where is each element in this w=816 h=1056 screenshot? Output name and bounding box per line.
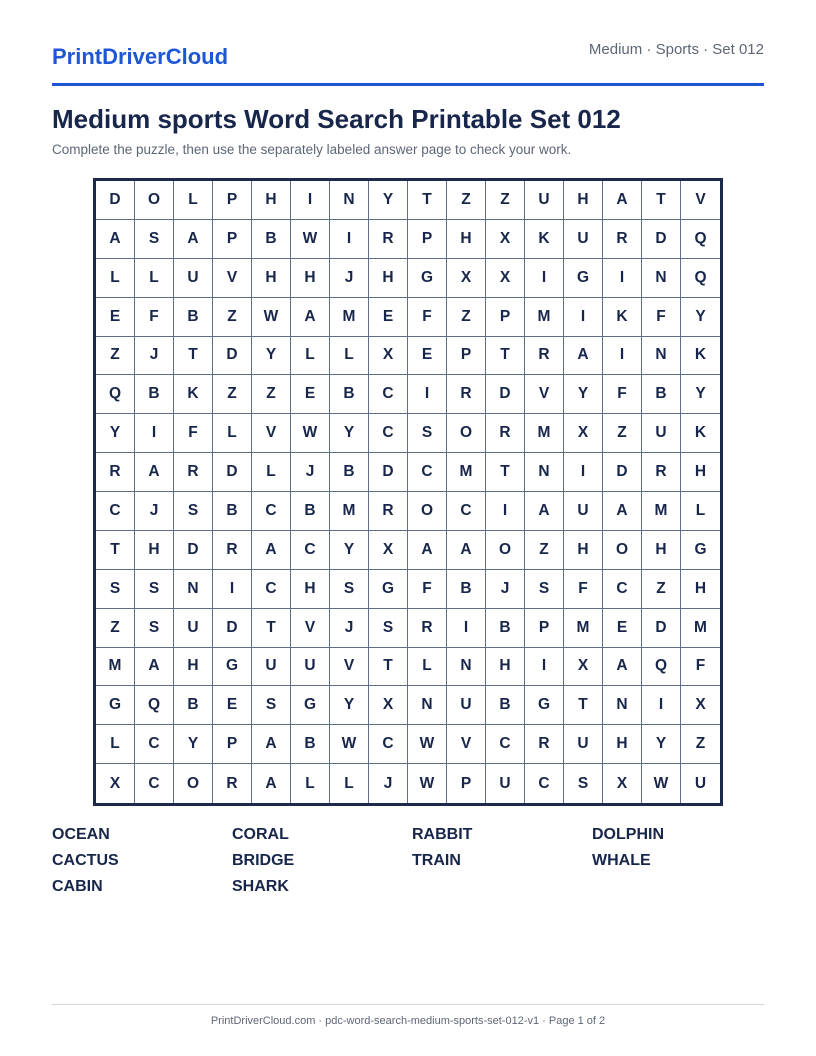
grid-cell: L bbox=[96, 725, 135, 764]
grid-cell: T bbox=[486, 453, 525, 492]
grid-cell: C bbox=[135, 725, 174, 764]
grid-cell: C bbox=[603, 570, 642, 609]
grid-cell: H bbox=[564, 531, 603, 570]
grid-cell: X bbox=[369, 531, 408, 570]
grid-cell: V bbox=[252, 414, 291, 453]
grid-cell: Z bbox=[96, 337, 135, 376]
page-header bbox=[52, 38, 764, 86]
grid-cell: R bbox=[213, 531, 252, 570]
grid-cell: R bbox=[369, 492, 408, 531]
grid-cell: P bbox=[408, 220, 447, 259]
grid-cell: D bbox=[642, 609, 681, 648]
grid-cell: P bbox=[447, 764, 486, 803]
grid-cell: U bbox=[486, 764, 525, 803]
grid-cell: M bbox=[330, 492, 369, 531]
grid-cell: R bbox=[447, 375, 486, 414]
grid-cell: J bbox=[330, 259, 369, 298]
grid-cell: A bbox=[603, 181, 642, 220]
grid-cell: T bbox=[642, 181, 681, 220]
word-list-item: OCEAN bbox=[52, 826, 110, 843]
grid-cell: R bbox=[408, 609, 447, 648]
grid-cell: J bbox=[135, 337, 174, 376]
grid-cell: B bbox=[135, 375, 174, 414]
grid-cell: Z bbox=[252, 375, 291, 414]
grid-cell: I bbox=[213, 570, 252, 609]
grid-cell: Y bbox=[330, 414, 369, 453]
grid-cell: K bbox=[174, 375, 213, 414]
grid-cell: L bbox=[252, 453, 291, 492]
grid-cell: A bbox=[603, 492, 642, 531]
grid-cell: R bbox=[525, 337, 564, 376]
grid-cell: W bbox=[252, 298, 291, 337]
grid-cell: X bbox=[486, 220, 525, 259]
grid-cell: E bbox=[369, 298, 408, 337]
grid-cell: U bbox=[564, 725, 603, 764]
grid-cell: J bbox=[291, 453, 330, 492]
page-title: Medium sports Word Search Printable Set 012 bbox=[52, 104, 621, 134]
word-list-item: CORAL bbox=[232, 826, 289, 843]
grid-cell: P bbox=[213, 220, 252, 259]
grid-cell: S bbox=[96, 570, 135, 609]
grid-cell: C bbox=[525, 764, 564, 803]
grid-cell: P bbox=[486, 298, 525, 337]
grid-cell: H bbox=[135, 531, 174, 570]
grid-cell: E bbox=[96, 298, 135, 337]
grid-cell: G bbox=[681, 531, 720, 570]
grid-cell: G bbox=[525, 686, 564, 725]
grid-cell: T bbox=[174, 337, 213, 376]
grid-cell: H bbox=[681, 570, 720, 609]
grid-cell: V bbox=[447, 725, 486, 764]
grid-cell: X bbox=[369, 686, 408, 725]
grid-cell: S bbox=[564, 764, 603, 803]
grid-cell: Y bbox=[681, 298, 720, 337]
page-subtitle: Complete the puzzle, then use the separately labeled answer page to check your work. bbox=[52, 142, 572, 157]
grid-cell: K bbox=[603, 298, 642, 337]
grid-cell: C bbox=[369, 375, 408, 414]
grid-cell: C bbox=[96, 492, 135, 531]
grid-cell: B bbox=[330, 453, 369, 492]
grid-cell: A bbox=[252, 531, 291, 570]
grid-cell: C bbox=[486, 725, 525, 764]
grid-cell: A bbox=[174, 220, 213, 259]
grid-cell: I bbox=[564, 298, 603, 337]
grid-cell: G bbox=[213, 648, 252, 687]
grid-cell: L bbox=[681, 492, 720, 531]
grid-cell: E bbox=[408, 337, 447, 376]
grid-cell: R bbox=[369, 220, 408, 259]
grid-cell: N bbox=[330, 181, 369, 220]
brand-logo-text[interactable]: PrintDriverCloud bbox=[52, 44, 229, 69]
grid-cell: D bbox=[369, 453, 408, 492]
grid-cell: P bbox=[213, 725, 252, 764]
grid-cell: X bbox=[369, 337, 408, 376]
grid-cell: A bbox=[135, 648, 174, 687]
word-list-item: RABBIT bbox=[412, 826, 473, 843]
grid-cell: U bbox=[447, 686, 486, 725]
word-list-item: SHARK bbox=[232, 878, 289, 895]
grid-cell: B bbox=[174, 686, 213, 725]
grid-cell: O bbox=[174, 764, 213, 803]
grid-cell: B bbox=[252, 220, 291, 259]
grid-cell: N bbox=[603, 686, 642, 725]
grid-cell: A bbox=[252, 725, 291, 764]
grid-cell: T bbox=[369, 648, 408, 687]
grid-cell: B bbox=[486, 609, 525, 648]
grid-cell: V bbox=[525, 375, 564, 414]
grid-cell: N bbox=[174, 570, 213, 609]
grid-cell: Y bbox=[642, 725, 681, 764]
grid-cell: H bbox=[564, 181, 603, 220]
grid-cell: X bbox=[681, 686, 720, 725]
grid-cell: L bbox=[291, 764, 330, 803]
grid-cell: L bbox=[330, 337, 369, 376]
grid-cell: Z bbox=[447, 298, 486, 337]
grid-cell: H bbox=[252, 259, 291, 298]
grid-cell: S bbox=[408, 414, 447, 453]
grid-cell: Y bbox=[330, 686, 369, 725]
grid-cell: V bbox=[330, 648, 369, 687]
grid-cell: M bbox=[564, 609, 603, 648]
grid-cell: R bbox=[603, 220, 642, 259]
grid-cell: L bbox=[96, 259, 135, 298]
grid-cell: S bbox=[174, 492, 213, 531]
grid-cell: W bbox=[408, 725, 447, 764]
grid-cell: H bbox=[291, 570, 330, 609]
grid-cell: Z bbox=[96, 609, 135, 648]
grid-cell: Z bbox=[642, 570, 681, 609]
grid-cell: C bbox=[252, 492, 291, 531]
footer-text: PrintDriverCloud.com · pdc-word-search-medium-sports-set-012-v1 · Page 1 of 2 bbox=[210, 1015, 606, 1027]
grid-cell: S bbox=[135, 220, 174, 259]
grid-cell: U bbox=[564, 492, 603, 531]
grid-cell: F bbox=[603, 375, 642, 414]
grid-cell: P bbox=[525, 609, 564, 648]
grid-cell: G bbox=[564, 259, 603, 298]
grid-cell: Y bbox=[96, 414, 135, 453]
grid-cell: H bbox=[174, 648, 213, 687]
grid-cell: B bbox=[486, 686, 525, 725]
grid-cell: T bbox=[252, 609, 291, 648]
grid-cell: L bbox=[174, 181, 213, 220]
grid-cell: L bbox=[213, 414, 252, 453]
grid-cell: W bbox=[291, 414, 330, 453]
grid-cell: X bbox=[603, 764, 642, 803]
grid-cell: Q bbox=[681, 220, 720, 259]
grid-cell: S bbox=[369, 609, 408, 648]
grid-cell: B bbox=[213, 492, 252, 531]
grid-cell: L bbox=[291, 337, 330, 376]
grid-cell: V bbox=[291, 609, 330, 648]
grid-cell: G bbox=[291, 686, 330, 725]
grid-cell: R bbox=[642, 453, 681, 492]
grid-cell: U bbox=[642, 414, 681, 453]
grid-cell: N bbox=[525, 453, 564, 492]
grid-cell: F bbox=[408, 570, 447, 609]
grid-cell: D bbox=[642, 220, 681, 259]
grid-cell: E bbox=[603, 609, 642, 648]
grid-cell: I bbox=[330, 220, 369, 259]
grid-cell: D bbox=[213, 453, 252, 492]
grid-cell: R bbox=[525, 725, 564, 764]
grid-cell: I bbox=[135, 414, 174, 453]
word-list bbox=[52, 826, 772, 896]
grid-cell: X bbox=[486, 259, 525, 298]
grid-cell: V bbox=[681, 181, 720, 220]
grid-cell: M bbox=[525, 298, 564, 337]
grid-cell: A bbox=[525, 492, 564, 531]
grid-cell: F bbox=[135, 298, 174, 337]
grid-cell: C bbox=[369, 725, 408, 764]
grid-cell: O bbox=[135, 181, 174, 220]
grid-cell: M bbox=[330, 298, 369, 337]
grid-cell: N bbox=[447, 648, 486, 687]
grid-cell: Y bbox=[330, 531, 369, 570]
word-list-item: BRIDGE bbox=[232, 852, 295, 869]
grid-cell: I bbox=[603, 337, 642, 376]
grid-cell: F bbox=[408, 298, 447, 337]
grid-cell: S bbox=[135, 609, 174, 648]
grid-cell: C bbox=[135, 764, 174, 803]
grid-cell: O bbox=[447, 414, 486, 453]
grid-cell: D bbox=[486, 375, 525, 414]
grid-cell: J bbox=[486, 570, 525, 609]
grid-cell: E bbox=[213, 686, 252, 725]
grid-cell: B bbox=[174, 298, 213, 337]
grid-cell: T bbox=[564, 686, 603, 725]
grid-cell: L bbox=[408, 648, 447, 687]
breadcrumb: Medium · Sports · Set 012 bbox=[588, 41, 764, 58]
grid-cell: U bbox=[291, 648, 330, 687]
grid-cell: X bbox=[564, 648, 603, 687]
grid-cell: X bbox=[96, 764, 135, 803]
grid-cell: A bbox=[603, 648, 642, 687]
grid-cell: A bbox=[135, 453, 174, 492]
grid-cell: C bbox=[252, 570, 291, 609]
word-list-item: TRAIN bbox=[412, 852, 461, 869]
grid-cell: X bbox=[564, 414, 603, 453]
grid-cell: X bbox=[447, 259, 486, 298]
grid-cell: G bbox=[408, 259, 447, 298]
grid-cell: U bbox=[564, 220, 603, 259]
grid-cell: L bbox=[330, 764, 369, 803]
grid-cell: D bbox=[96, 181, 135, 220]
grid-cell: Q bbox=[642, 648, 681, 687]
grid-cell: Q bbox=[135, 686, 174, 725]
grid-cell: R bbox=[486, 414, 525, 453]
grid-cell: I bbox=[564, 453, 603, 492]
grid-cell: O bbox=[486, 531, 525, 570]
grid-cell: W bbox=[291, 220, 330, 259]
grid-cell: R bbox=[96, 453, 135, 492]
grid-cell: I bbox=[642, 686, 681, 725]
grid-cell: B bbox=[642, 375, 681, 414]
grid-cell: K bbox=[681, 414, 720, 453]
grid-cell: S bbox=[525, 570, 564, 609]
grid-cell: G bbox=[369, 570, 408, 609]
grid-cell: N bbox=[408, 686, 447, 725]
grid-cell: C bbox=[447, 492, 486, 531]
grid-cell: Y bbox=[252, 337, 291, 376]
grid-cell: U bbox=[174, 609, 213, 648]
grid-cell: Y bbox=[174, 725, 213, 764]
grid-cell: U bbox=[252, 648, 291, 687]
grid-cell: H bbox=[603, 725, 642, 764]
grid-cell: S bbox=[330, 570, 369, 609]
grid-cell: F bbox=[642, 298, 681, 337]
grid-cell: F bbox=[564, 570, 603, 609]
grid-cell: F bbox=[681, 648, 720, 687]
grid-cell: Z bbox=[525, 531, 564, 570]
grid-cell: D bbox=[213, 337, 252, 376]
grid-cell: Z bbox=[486, 181, 525, 220]
grid-cell: Q bbox=[681, 259, 720, 298]
grid-cell: K bbox=[525, 220, 564, 259]
grid-cell: I bbox=[408, 375, 447, 414]
grid-cell: A bbox=[447, 531, 486, 570]
grid-cell: A bbox=[96, 220, 135, 259]
grid-cell: W bbox=[408, 764, 447, 803]
word-list-item: WHALE bbox=[592, 852, 651, 869]
grid-cell: B bbox=[291, 725, 330, 764]
grid-cell: N bbox=[642, 259, 681, 298]
grid-cell: C bbox=[291, 531, 330, 570]
grid-cell: M bbox=[642, 492, 681, 531]
grid-cell: P bbox=[213, 181, 252, 220]
grid-cell: N bbox=[642, 337, 681, 376]
grid-cell: S bbox=[252, 686, 291, 725]
grid-cell: O bbox=[603, 531, 642, 570]
grid-cell: W bbox=[642, 764, 681, 803]
grid-cell: C bbox=[369, 414, 408, 453]
grid-cell: J bbox=[330, 609, 369, 648]
grid-cell: H bbox=[642, 531, 681, 570]
word-list-item: DOLPHIN bbox=[592, 826, 664, 843]
grid-cell: W bbox=[330, 725, 369, 764]
grid-cell: E bbox=[291, 375, 330, 414]
grid-cell: P bbox=[447, 337, 486, 376]
grid-cell: O bbox=[408, 492, 447, 531]
grid-cell: R bbox=[213, 764, 252, 803]
grid-cell: I bbox=[525, 259, 564, 298]
grid-cell: Y bbox=[564, 375, 603, 414]
grid-cell: A bbox=[291, 298, 330, 337]
grid-cell: I bbox=[291, 181, 330, 220]
grid-cell: J bbox=[135, 492, 174, 531]
grid-cell: Z bbox=[447, 181, 486, 220]
grid-cell: U bbox=[174, 259, 213, 298]
grid-cell: Y bbox=[369, 181, 408, 220]
grid-cell: A bbox=[408, 531, 447, 570]
grid-cell: M bbox=[681, 609, 720, 648]
grid-cell: M bbox=[447, 453, 486, 492]
grid-cell: A bbox=[564, 337, 603, 376]
word-list-item: CABIN bbox=[52, 878, 103, 895]
grid-cell: I bbox=[447, 609, 486, 648]
grid-cell: I bbox=[486, 492, 525, 531]
grid-cell: Q bbox=[96, 375, 135, 414]
grid-cell: I bbox=[603, 259, 642, 298]
grid-cell: I bbox=[525, 648, 564, 687]
grid-cell: Z bbox=[213, 298, 252, 337]
grid-cell: G bbox=[96, 686, 135, 725]
grid-cell: B bbox=[447, 570, 486, 609]
grid-cell: T bbox=[408, 181, 447, 220]
grid-cell: B bbox=[291, 492, 330, 531]
grid-cell: M bbox=[96, 648, 135, 687]
word-search-grid bbox=[93, 178, 723, 806]
grid-cell: V bbox=[213, 259, 252, 298]
grid-cell: H bbox=[681, 453, 720, 492]
grid-cell: U bbox=[525, 181, 564, 220]
grid-cell: D bbox=[174, 531, 213, 570]
grid-cell: R bbox=[174, 453, 213, 492]
grid-cell: S bbox=[135, 570, 174, 609]
grid-cell: D bbox=[603, 453, 642, 492]
word-list-item: CACTUS bbox=[52, 852, 119, 869]
grid-cell: H bbox=[252, 181, 291, 220]
grid-cell: U bbox=[694, 774, 707, 792]
grid-cell: H bbox=[369, 259, 408, 298]
grid-cell: Z bbox=[681, 725, 720, 764]
grid-cell: M bbox=[525, 414, 564, 453]
grid-cell: J bbox=[369, 764, 408, 803]
grid-cell: H bbox=[291, 259, 330, 298]
grid-cell: A bbox=[252, 764, 291, 803]
page-footer bbox=[52, 1004, 764, 1027]
grid-cell: T bbox=[96, 531, 135, 570]
grid-cell: K bbox=[681, 337, 720, 376]
grid-cell: Z bbox=[603, 414, 642, 453]
grid-cell: L bbox=[135, 259, 174, 298]
grid-cell: F bbox=[174, 414, 213, 453]
grid-cell: T bbox=[486, 337, 525, 376]
grid-cell: Z bbox=[213, 375, 252, 414]
grid-cell: Y bbox=[681, 375, 720, 414]
grid-cell: B bbox=[330, 375, 369, 414]
grid-cell: D bbox=[213, 609, 252, 648]
grid-cell: C bbox=[408, 453, 447, 492]
grid-cell: H bbox=[486, 648, 525, 687]
grid-cell: H bbox=[447, 220, 486, 259]
